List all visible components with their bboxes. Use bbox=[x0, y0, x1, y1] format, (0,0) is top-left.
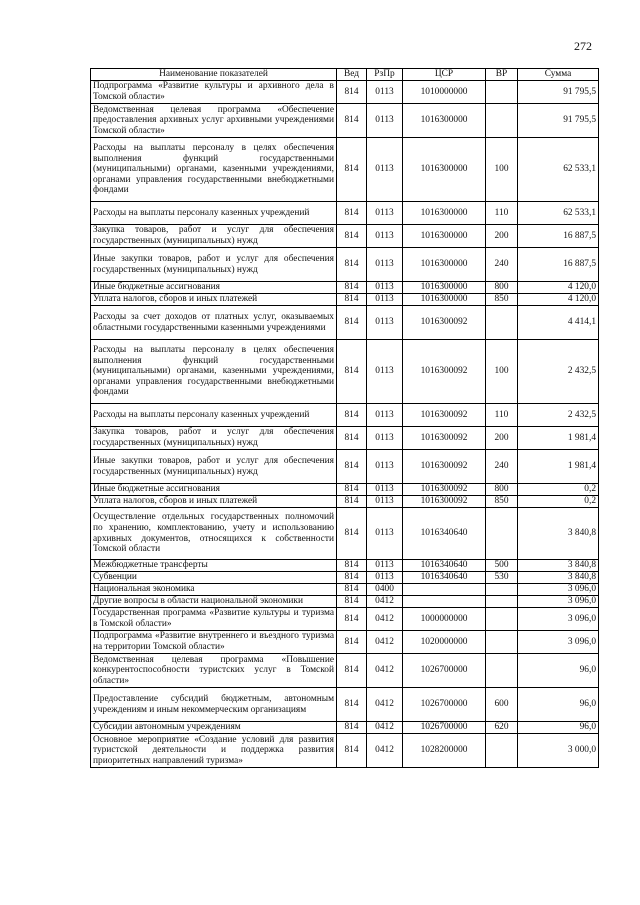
row-csr bbox=[403, 596, 486, 608]
row-sum: 16 887,5 bbox=[518, 248, 599, 282]
row-name: Ведомственная целевая программа «Повышение конкурентоспособности туристских услуг в Томской области» bbox=[91, 654, 337, 688]
row-ved: 814 bbox=[337, 138, 367, 202]
row-csr: 1016300092 bbox=[403, 427, 486, 450]
row-csr: 1000000000 bbox=[403, 608, 486, 631]
row-name: Расходы на выплаты персоналу в целях обеспечения выполнения функций государственными (муниципальными) органами, казенными учреждениями, органами управления государственными внебюджетными фондами bbox=[91, 340, 337, 404]
table-row bbox=[91, 508, 599, 560]
row-sum: 3 096,0 bbox=[518, 608, 599, 631]
row-sum: 0,2 bbox=[518, 496, 599, 508]
table-row bbox=[91, 282, 599, 294]
row-rzpr: 0412 bbox=[367, 608, 403, 631]
table-row bbox=[91, 202, 599, 225]
row-vr bbox=[486, 734, 518, 768]
table-row bbox=[91, 138, 599, 202]
row-sum: 62 533,1 bbox=[518, 202, 599, 225]
budget-table bbox=[90, 68, 599, 768]
row-rzpr: 0113 bbox=[367, 294, 403, 306]
row-ved: 814 bbox=[337, 225, 367, 248]
row-ved: 814 bbox=[337, 608, 367, 631]
row-sum: 62 533,1 bbox=[518, 138, 599, 202]
row-rzpr: 0412 bbox=[367, 734, 403, 768]
row-ved: 814 bbox=[337, 282, 367, 294]
row-vr bbox=[486, 306, 518, 340]
row-sum: 3 840,8 bbox=[518, 572, 599, 584]
row-vr: 850 bbox=[486, 294, 518, 306]
row-rzpr: 0412 bbox=[367, 631, 403, 654]
row-sum: 96,0 bbox=[518, 722, 599, 734]
table-row bbox=[91, 248, 599, 282]
row-sum: 3 000,0 bbox=[518, 734, 599, 768]
row-sum: 3 096,0 bbox=[518, 584, 599, 596]
row-name: Расходы за счет доходов от платных услуг, оказываемых областными государственными казенными учреждениями bbox=[91, 306, 337, 340]
row-vr: 500 bbox=[486, 560, 518, 572]
row-vr: 850 bbox=[486, 496, 518, 508]
page-number: 272 bbox=[574, 39, 592, 53]
row-csr: 1016340640 bbox=[403, 560, 486, 572]
row-name: Уплата налогов, сборов и иных платежей bbox=[91, 496, 337, 508]
table-row bbox=[91, 496, 599, 508]
header-csr: ЦСР bbox=[403, 69, 486, 81]
row-name: Уплата налогов, сборов и иных платежей bbox=[91, 294, 337, 306]
row-name: Расходы на выплаты персоналу казенных учреждений bbox=[91, 404, 337, 427]
row-name: Иные закупки товаров, работ и услуг для обеспечения государственных (муниципальных) нужд bbox=[91, 248, 337, 282]
row-ved: 814 bbox=[337, 81, 367, 104]
row-rzpr: 0113 bbox=[367, 572, 403, 584]
row-rzpr: 0113 bbox=[367, 450, 403, 484]
row-ved: 814 bbox=[337, 508, 367, 560]
table-row bbox=[91, 608, 599, 631]
row-vr: 240 bbox=[486, 450, 518, 484]
table-row bbox=[91, 584, 599, 596]
table-row bbox=[91, 450, 599, 484]
row-vr: 530 bbox=[486, 572, 518, 584]
row-name: Ведомственная целевая программа «Обеспечение предоставления архивных услуг архивными учреждениями Томской области» bbox=[91, 104, 337, 138]
row-sum: 96,0 bbox=[518, 688, 599, 722]
row-name: Межбюджетные трансферты bbox=[91, 560, 337, 572]
row-csr: 1016300000 bbox=[403, 225, 486, 248]
table-row bbox=[91, 688, 599, 722]
row-csr: 1016300000 bbox=[403, 248, 486, 282]
table-row bbox=[91, 631, 599, 654]
table-row bbox=[91, 560, 599, 572]
row-rzpr: 0113 bbox=[367, 340, 403, 404]
row-ved: 814 bbox=[337, 734, 367, 768]
row-name: Иные бюджетные ассигнования bbox=[91, 282, 337, 294]
header-ved: Вед bbox=[337, 69, 367, 81]
row-rzpr: 0113 bbox=[367, 282, 403, 294]
row-rzpr: 0113 bbox=[367, 560, 403, 572]
row-name: Подпрограмма «Развитие культуры и архивного дела в Томской области» bbox=[91, 81, 337, 104]
row-ved: 814 bbox=[337, 722, 367, 734]
row-vr bbox=[486, 596, 518, 608]
row-csr: 1026700000 bbox=[403, 688, 486, 722]
row-csr: 1016340640 bbox=[403, 572, 486, 584]
row-name: Иные закупки товаров, работ и услуг для обеспечения государственных (муниципальных) нужд bbox=[91, 450, 337, 484]
row-csr: 1016300000 bbox=[403, 202, 486, 225]
row-vr: 110 bbox=[486, 202, 518, 225]
row-vr bbox=[486, 654, 518, 688]
table-row bbox=[91, 654, 599, 688]
table-row bbox=[91, 734, 599, 768]
row-ved: 814 bbox=[337, 560, 367, 572]
row-csr: 1028200000 bbox=[403, 734, 486, 768]
row-csr: 1020000000 bbox=[403, 631, 486, 654]
table-row bbox=[91, 104, 599, 138]
row-ved: 814 bbox=[337, 248, 367, 282]
row-rzpr: 0113 bbox=[367, 248, 403, 282]
table-header-row bbox=[91, 69, 599, 81]
row-name: Расходы на выплаты персоналу в целях обеспечения выполнения функций государственными (муниципальными) органами, казенными учреждениями, органами управления государственными внебюджетными фондами bbox=[91, 138, 337, 202]
row-vr: 600 bbox=[486, 688, 518, 722]
row-sum: 2 432,5 bbox=[518, 340, 599, 404]
table-row bbox=[91, 722, 599, 734]
row-sum: 3 096,0 bbox=[518, 596, 599, 608]
table-row bbox=[91, 225, 599, 248]
row-ved: 814 bbox=[337, 484, 367, 496]
row-csr: 1016300092 bbox=[403, 496, 486, 508]
row-vr bbox=[486, 81, 518, 104]
row-rzpr: 0113 bbox=[367, 496, 403, 508]
row-vr: 800 bbox=[486, 282, 518, 294]
row-ved: 814 bbox=[337, 496, 367, 508]
row-ved: 814 bbox=[337, 584, 367, 596]
row-ved: 814 bbox=[337, 202, 367, 225]
row-name: Основное мероприятие «Создание условий для развития туристской деятельности и поддержка развития приоритетных направлений туризма» bbox=[91, 734, 337, 768]
row-sum: 4 120,0 bbox=[518, 294, 599, 306]
row-ved: 814 bbox=[337, 450, 367, 484]
row-sum: 3 840,8 bbox=[518, 508, 599, 560]
table-row bbox=[91, 81, 599, 104]
row-csr: 1026700000 bbox=[403, 654, 486, 688]
row-sum: 4 120,0 bbox=[518, 282, 599, 294]
row-sum: 0,2 bbox=[518, 484, 599, 496]
row-vr: 100 bbox=[486, 340, 518, 404]
row-name: Предоставление субсидий бюджетным, автономным учреждениям и иным некоммерческим организациям bbox=[91, 688, 337, 722]
row-rzpr: 0113 bbox=[367, 404, 403, 427]
row-rzpr: 0113 bbox=[367, 427, 403, 450]
row-csr: 1016300000 bbox=[403, 294, 486, 306]
row-sum: 3 840,8 bbox=[518, 560, 599, 572]
row-name: Иные бюджетные ассигнования bbox=[91, 484, 337, 496]
row-vr: 100 bbox=[486, 138, 518, 202]
row-rzpr: 0400 bbox=[367, 584, 403, 596]
row-rzpr: 0113 bbox=[367, 508, 403, 560]
row-ved: 814 bbox=[337, 688, 367, 722]
row-rzpr: 0113 bbox=[367, 104, 403, 138]
row-csr: 1016300092 bbox=[403, 404, 486, 427]
row-ved: 814 bbox=[337, 340, 367, 404]
row-vr bbox=[486, 631, 518, 654]
row-name: Государственная программа «Развитие культуры и туризма в Томской области» bbox=[91, 608, 337, 631]
row-vr: 800 bbox=[486, 484, 518, 496]
row-rzpr: 0113 bbox=[367, 81, 403, 104]
row-ved: 814 bbox=[337, 654, 367, 688]
row-sum: 91 795,5 bbox=[518, 81, 599, 104]
row-ved: 814 bbox=[337, 306, 367, 340]
table-row bbox=[91, 404, 599, 427]
row-csr: 1016300092 bbox=[403, 340, 486, 404]
row-name: Расходы на выплаты персоналу казенных учреждений bbox=[91, 202, 337, 225]
row-rzpr: 0412 bbox=[367, 688, 403, 722]
row-ved: 814 bbox=[337, 427, 367, 450]
row-csr: 1016300000 bbox=[403, 104, 486, 138]
row-vr: 620 bbox=[486, 722, 518, 734]
table-row bbox=[91, 572, 599, 584]
row-csr: 1016300000 bbox=[403, 138, 486, 202]
row-ved: 814 bbox=[337, 631, 367, 654]
row-sum: 96,0 bbox=[518, 654, 599, 688]
row-name: Подпрограмма «Развитие внутреннего и въездного туризма на территории Томской области» bbox=[91, 631, 337, 654]
row-rzpr: 0412 bbox=[367, 596, 403, 608]
row-csr: 1026700000 bbox=[403, 722, 486, 734]
row-ved: 814 bbox=[337, 572, 367, 584]
row-csr: 1016340640 bbox=[403, 508, 486, 560]
header-vr: ВР bbox=[486, 69, 518, 81]
row-name: Закупка товаров, работ и услуг для обеспечения государственных (муниципальных) нужд bbox=[91, 225, 337, 248]
row-sum: 3 096,0 bbox=[518, 631, 599, 654]
row-rzpr: 0113 bbox=[367, 138, 403, 202]
header-rzpr: РзПр bbox=[367, 69, 403, 81]
row-vr bbox=[486, 608, 518, 631]
row-ved: 814 bbox=[337, 104, 367, 138]
row-rzpr: 0113 bbox=[367, 202, 403, 225]
row-vr bbox=[486, 508, 518, 560]
row-name: Другие вопросы в области национальной экономики bbox=[91, 596, 337, 608]
row-csr: 1016300092 bbox=[403, 306, 486, 340]
row-vr: 200 bbox=[486, 427, 518, 450]
table-row bbox=[91, 427, 599, 450]
row-name: Субвенции bbox=[91, 572, 337, 584]
row-name: Закупка товаров, работ и услуг для обеспечения государственных (муниципальных) нужд bbox=[91, 427, 337, 450]
row-rzpr: 0412 bbox=[367, 654, 403, 688]
header-sum: Сумма bbox=[518, 69, 599, 81]
row-ved: 814 bbox=[337, 404, 367, 427]
row-rzpr: 0113 bbox=[367, 306, 403, 340]
row-csr: 1010000000 bbox=[403, 81, 486, 104]
row-name: Осуществление отдельных государственных полномочий по хранению, комплектованию, учету и использованию архивных документов, относящихся к собственности Томской области bbox=[91, 508, 337, 560]
row-sum: 1 981,4 bbox=[518, 427, 599, 450]
row-vr: 200 bbox=[486, 225, 518, 248]
row-sum: 16 887,5 bbox=[518, 225, 599, 248]
row-vr: 110 bbox=[486, 404, 518, 427]
row-sum: 1 981,4 bbox=[518, 450, 599, 484]
table-row bbox=[91, 484, 599, 496]
row-rzpr: 0412 bbox=[367, 722, 403, 734]
row-rzpr: 0113 bbox=[367, 225, 403, 248]
row-vr: 240 bbox=[486, 248, 518, 282]
row-csr: 1016300092 bbox=[403, 484, 486, 496]
row-name: Субсидии автономным учреждениям bbox=[91, 722, 337, 734]
table-row bbox=[91, 294, 599, 306]
row-vr bbox=[486, 104, 518, 138]
row-sum: 91 795,5 bbox=[518, 104, 599, 138]
row-sum: 2 432,5 bbox=[518, 404, 599, 427]
row-csr bbox=[403, 584, 486, 596]
row-ved: 814 bbox=[337, 596, 367, 608]
row-csr: 1016300092 bbox=[403, 450, 486, 484]
row-ved: 814 bbox=[337, 294, 367, 306]
table-row bbox=[91, 596, 599, 608]
row-sum: 4 414,1 bbox=[518, 306, 599, 340]
row-rzpr: 0113 bbox=[367, 484, 403, 496]
row-name: Национальная экономика bbox=[91, 584, 337, 596]
row-csr: 1016300000 bbox=[403, 282, 486, 294]
row-vr bbox=[486, 584, 518, 596]
header-name: Наименование показателей bbox=[91, 69, 337, 81]
table-row bbox=[91, 340, 599, 404]
table-row bbox=[91, 306, 599, 340]
